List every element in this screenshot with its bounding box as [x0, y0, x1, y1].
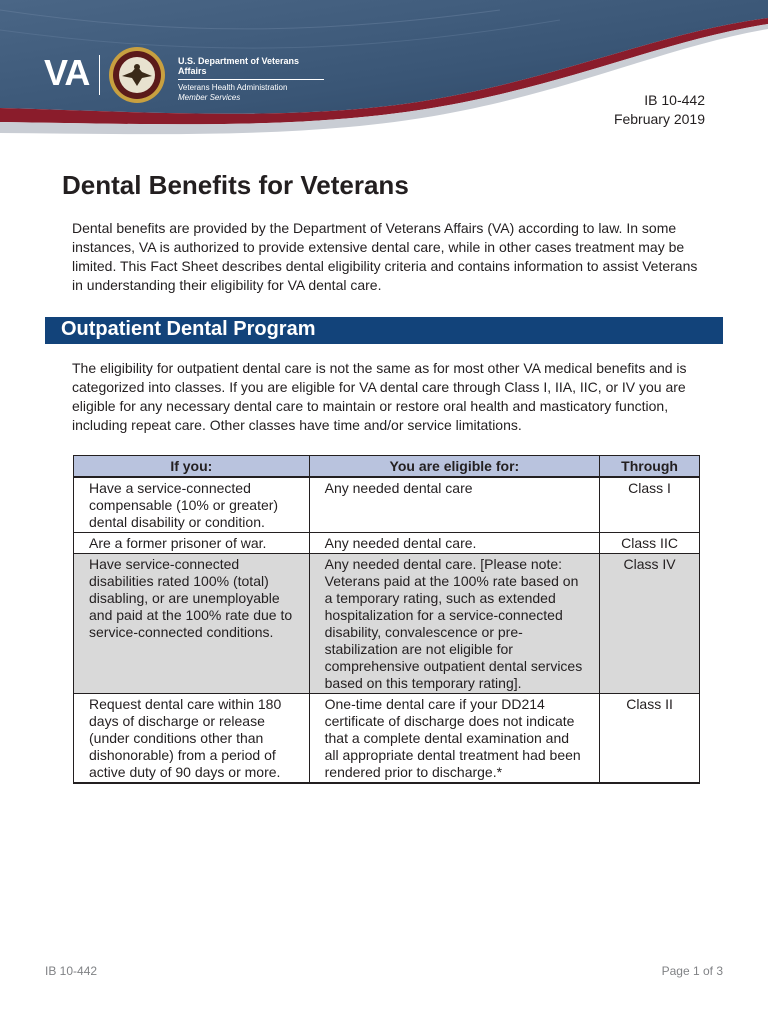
document-meta — [614, 91, 705, 129]
footer-document-id: IB 10-442 — [45, 964, 98, 978]
va-logo: VA — [44, 52, 90, 93]
column-header-through: Through — [600, 456, 700, 478]
document-id: IB 10-442 — [644, 92, 705, 108]
table-row — [74, 477, 700, 533]
table-row — [74, 694, 700, 784]
column-header-eligible: You are eligible for: — [309, 456, 599, 478]
cell-if: Have a service-connected compensable (10% or greater) dental disability or condition. — [74, 477, 310, 533]
section-heading-bar — [45, 317, 723, 344]
section-paragraph: The eligibility for outpatient dental care is not the same as for most other VA medical benefits and is categorized into classes. If you are eligible for VA dental care through Class I, IIA, IIC, or IV you are eligible for any necessary dental care to maintain or restore oral health and masticatory function, including repeat care. Other classes have time and/or service limitations. — [72, 360, 687, 433]
cell-if: Have service-connected disabilities rated 100% (total) disabling, or are unemployable and paid at the 100% rate due to service-connected conditions. — [74, 554, 310, 694]
table-header-row — [74, 456, 700, 478]
eligibility-table — [73, 455, 700, 784]
cell-eligible: Any needed dental care. — [309, 533, 599, 554]
va-seal-icon — [108, 46, 166, 104]
cell-through: Class II — [600, 694, 700, 784]
page-title: Dental Benefits for Veterans — [62, 170, 409, 200]
cell-eligible: Any needed dental care — [309, 477, 599, 533]
column-header-if: If you: — [74, 456, 310, 478]
cell-if: Request dental care within 180 days of discharge or release (under conditions other than dishonorable) from a period of active duty of 90 days or more. — [74, 694, 310, 784]
table-row — [74, 554, 700, 694]
section-heading: Outpatient Dental Program — [61, 318, 316, 340]
cell-eligible: One-time dental care if your DD214 certificate of discharge does not indicate that a complete dental examination and all appropriate dental treatment had been rendered prior to discharge.* — [309, 694, 599, 784]
cell-through: Class I — [600, 477, 700, 533]
table-row — [74, 533, 700, 554]
cell-through: Class IIC — [600, 533, 700, 554]
footer-page-number: Page 1 of 3 — [661, 964, 723, 978]
department-name: U.S. Department of Veterans Affairs — [178, 56, 324, 80]
services-name: Member Services — [178, 93, 241, 102]
cell-eligible: Any needed dental care. [Please note: Veterans paid at the 100% rate based on a temporary rating, such as extended hospitalization for a service-connected disability, convalescence or pre-stabilization are not eligible for comprehensive outpatient dental services based on this temporary rating]. — [309, 554, 599, 694]
intro-paragraph: Dental benefits are provided by the Department of Veterans Affairs (VA) according to law. In some instances, VA is authorized to provide extensive dental care, while in other cases treatment may be limited. This Fact Sheet describes dental eligibility criteria and contains information to assist Veterans in understanding their eligibility for VA dental care. — [72, 220, 698, 293]
document-date: February 2019 — [613, 111, 705, 127]
department-block — [178, 56, 324, 102]
cell-through: Class IV — [600, 554, 700, 694]
administration-name: Veterans Health Administration — [178, 83, 288, 92]
cell-if: Are a former prisoner of war. — [74, 533, 310, 554]
logo-divider — [99, 55, 100, 95]
